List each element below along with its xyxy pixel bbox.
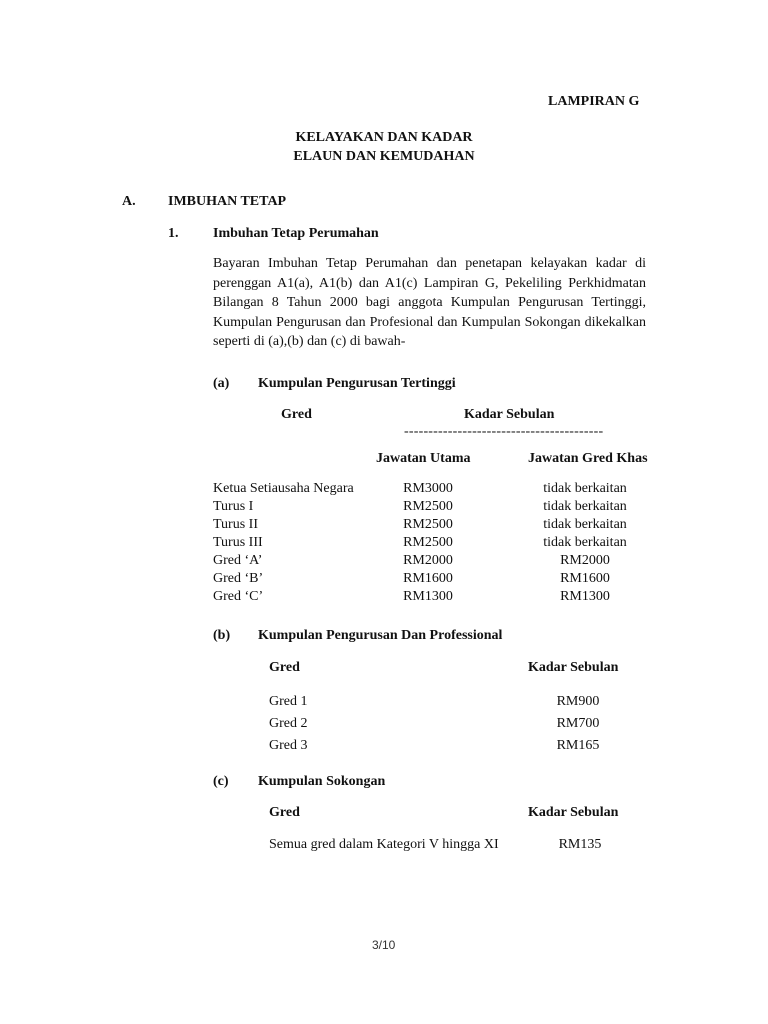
group-c-grade-cell: Semua gred dalam Kategori V hingga XI	[269, 837, 499, 852]
group-a-main-cell: RM3000	[403, 481, 453, 496]
group-a-grade-cell: Turus III	[213, 535, 263, 550]
document-title-line-1: KELAYAKAN DAN KADAR	[295, 130, 473, 145]
group-c-col-grade: Gred	[269, 805, 300, 820]
subsection-paragraph: Bayaran Imbuhan Tetap Perumahan dan penetapan kelayakan kadar di perenggan A1(a), A1(b) dan A1(c) Lampiran G, Pekeliling Perkhidmatan Bilangan 8 Tahun 2000 bagi anggota Kumpulan Pengurusan Tertinggi, Kumpulan Pengurusan dan Profesional dan Kumpulan Sokongan dikekalkan seperti di (a),(b) dan (c) di bawah-	[213, 256, 646, 349]
group-b-col-grade: Gred	[269, 660, 300, 675]
group-c-label: (c)	[213, 774, 229, 789]
group-a-grade-cell: Gred ‘A’	[213, 553, 263, 568]
group-b-grade-cell: Gred 1	[269, 694, 308, 709]
group-c-title: Kumpulan Sokongan	[258, 774, 386, 789]
group-a-special-cell: RM2000	[560, 553, 610, 568]
group-a-col-special: Jawatan Gred Khas	[528, 451, 648, 466]
group-a-special-cell: tidak berkaitan	[543, 499, 627, 514]
group-a-grade-cell: Gred ‘B’	[213, 571, 264, 586]
document-title-line-2: ELAUN DAN KEMUDAHAN	[293, 149, 475, 164]
group-a-label: (a)	[213, 376, 230, 391]
group-a-special-cell: tidak berkaitan	[543, 535, 627, 550]
group-a-col-main: Jawatan Utama	[376, 451, 471, 466]
group-a-grade-cell: Ketua Setiausaha Negara	[213, 481, 354, 496]
group-a-divider: -----------------------------------------	[404, 424, 604, 439]
group-a-col-rate: Kadar Sebulan	[464, 407, 555, 422]
group-b-grade-cell: Gred 2	[269, 716, 308, 731]
group-a-grade-cell: Turus I	[213, 499, 254, 514]
group-b-col-rate: Kadar Sebulan	[528, 660, 619, 675]
group-a-special-cell: RM1600	[560, 571, 610, 586]
group-a-special-cell: RM1300	[560, 589, 610, 604]
group-b-rate-cell: RM165	[556, 738, 600, 753]
group-a-special-cell: tidak berkaitan	[543, 481, 627, 496]
group-b-rate-cell: RM700	[556, 716, 600, 731]
section-title: IMBUHAN TETAP	[168, 194, 287, 209]
subsection-number: 1.	[168, 226, 179, 241]
page-number: 3/10	[372, 938, 396, 952]
group-a-grade-cell: Turus II	[213, 517, 258, 532]
group-a-main-cell: RM2500	[403, 517, 453, 532]
group-a-title: Kumpulan Pengurusan Tertinggi	[258, 376, 456, 391]
group-b-rate-cell: RM900	[556, 694, 600, 709]
group-a-main-cell: RM1300	[403, 589, 453, 604]
subsection-title: Imbuhan Tetap Perumahan	[213, 226, 379, 241]
group-c-rate-cell: RM135	[558, 837, 602, 852]
group-a-main-cell: RM1600	[403, 571, 453, 586]
group-a-special-cell: tidak berkaitan	[543, 517, 627, 532]
group-a-main-cell: RM2500	[403, 499, 453, 514]
group-a-main-cell: RM2500	[403, 535, 453, 550]
group-b-grade-cell: Gred 3	[269, 738, 308, 753]
group-b-title: Kumpulan Pengurusan Dan Professional	[258, 628, 503, 643]
group-b-label: (b)	[213, 628, 231, 643]
group-a-grade-cell: Gred ‘C’	[213, 589, 264, 604]
group-c-col-rate: Kadar Sebulan	[528, 805, 619, 820]
group-a-col-grade: Gred	[281, 407, 312, 422]
group-a-main-cell: RM2000	[403, 553, 453, 568]
section-number: A.	[122, 194, 136, 209]
annex-label: LAMPIRAN G	[548, 94, 640, 109]
